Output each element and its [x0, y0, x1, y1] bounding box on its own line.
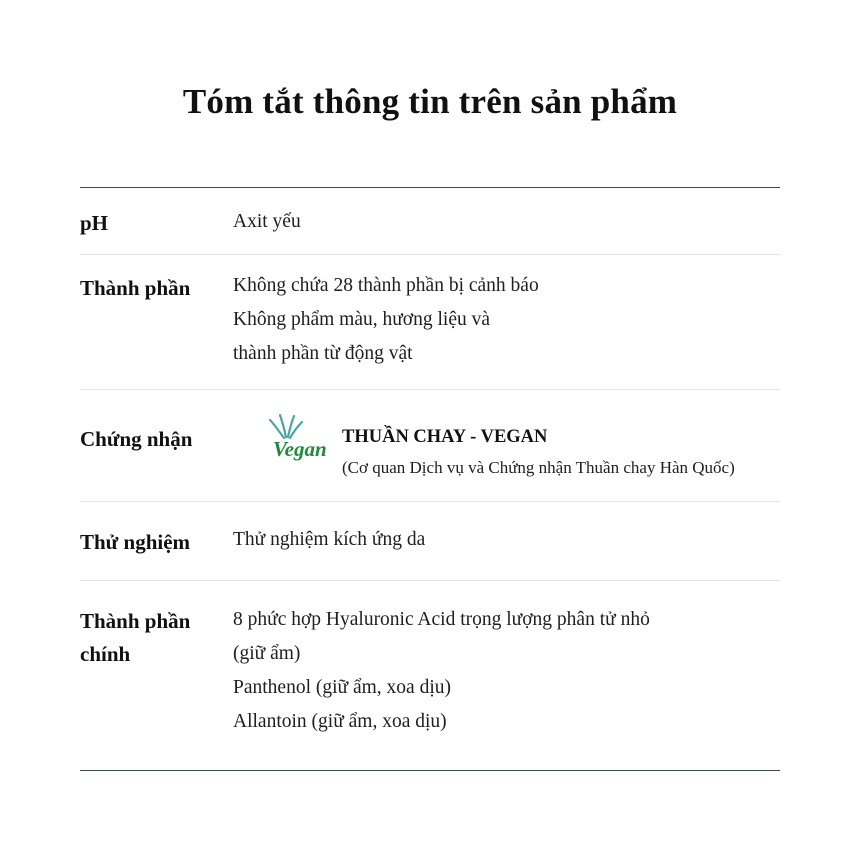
main-ingredients-label-line: Thành phần	[80, 609, 191, 633]
table-top-rule	[80, 187, 780, 188]
ingredients-line: thành phần từ động vật	[233, 343, 413, 364]
certification-subtitle: (Cơ quan Dịch vụ và Chứng nhận Thuần chay Hàn Quốc)	[342, 458, 735, 477]
main-ingredients-line: Allantoin (giữ ẩm, xoa dịu)	[233, 711, 447, 732]
main-ingredients-line: Panthenol (giữ ẩm, xoa dịu)	[233, 677, 451, 698]
testing-value	[233, 523, 773, 557]
row-separator	[80, 254, 780, 255]
ingredients-label: Thành phần	[80, 276, 191, 300]
ph-value-text: Axit yếu	[233, 211, 301, 232]
table-bottom-rule	[80, 770, 780, 771]
vegan-logo-text: Vegan	[273, 437, 327, 461]
main-ingredients-label	[80, 605, 220, 671]
row-separator	[80, 580, 780, 581]
testing-value-text: Thử nghiệm kích ứng da	[233, 529, 426, 550]
vegan-logo-icon	[266, 412, 332, 464]
ph-label: pH	[80, 211, 109, 235]
ph-value	[233, 205, 773, 239]
row-separator	[80, 501, 780, 502]
page-title: Tóm tắt thông tin trên sản phẩm	[182, 82, 678, 121]
ingredients-value	[233, 269, 773, 371]
ingredients-line: Không phẩm màu, hương liệu và	[233, 309, 491, 330]
main-ingredients-line: (giữ ẩm)	[233, 643, 301, 664]
main-ingredients-value	[233, 603, 773, 739]
main-ingredients-line: 8 phức hợp Hyaluronic Acid trọng lượng phân tử nhỏ	[233, 609, 650, 630]
ingredients-line: Không chứa 28 thành phần bị cảnh báo	[233, 275, 539, 296]
certification-title: THUẦN CHAY - VEGAN	[342, 427, 548, 447]
row-separator	[80, 389, 780, 390]
main-ingredients-label-line: chính	[80, 642, 131, 666]
testing-label: Thử nghiệm	[80, 530, 191, 554]
certification-label: Chứng nhận	[80, 427, 193, 451]
